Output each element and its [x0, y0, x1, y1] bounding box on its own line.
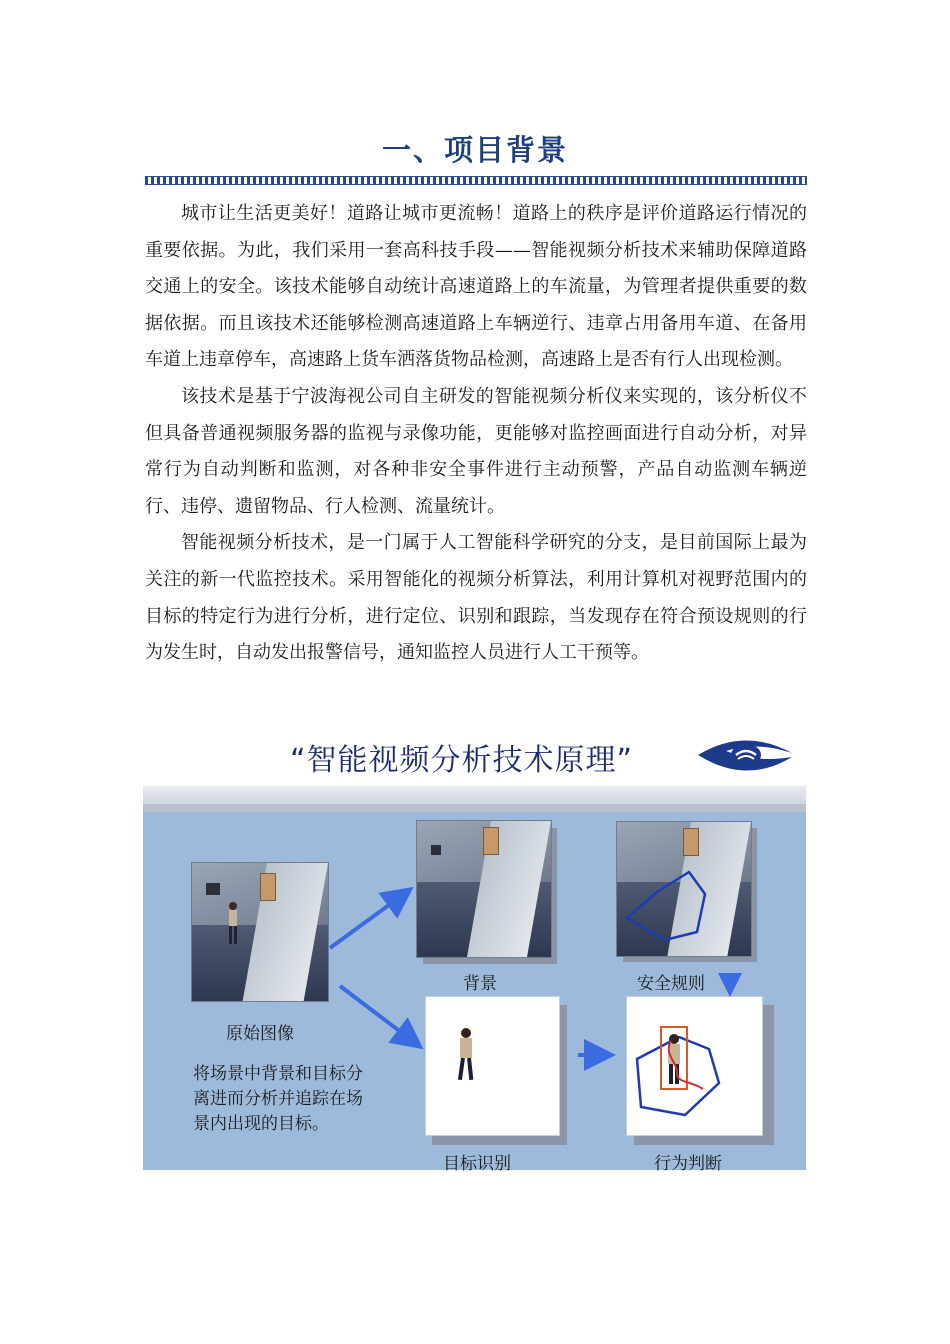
page-title: 一、项目背景	[381, 133, 568, 167]
caption-rule: 安全规则	[637, 974, 705, 994]
arrow-to-background	[330, 894, 404, 948]
arrow-to-target	[340, 986, 414, 1042]
caption-target: 目标识别	[443, 1154, 511, 1174]
figure-title: “智能视频分析技术原理”	[290, 743, 634, 778]
caption-original: 原始图像	[226, 1024, 294, 1044]
paragraph-2: 该技术是基于宁波海视公司自主研发的智能视频分析仪来实现的，该分析仪不但具备普通视频服务器的监视与录像功能，更能够对监控画面进行自动分析，对异常行为自动判断和监测，对各种非安全事件进行主动预警，产品自动监测车辆逆行、违停、遗留物品、行人检测、流量统计。	[145, 385, 807, 517]
paragraph-3: 智能视频分析技术，是一门属于人工智能科学研究的分支，是目前国际上最为关注的新一代监控技术。采用智能化的视频分析算法，利用计算机对视野范围内的目标的特定行为进行分析，进行定位、识别和跟踪，当发现存在符合预设规则的行为发生时，自动发出报警信号，通知监控人员进行人工干预等。	[145, 532, 807, 664]
caption-background: 背景	[463, 974, 497, 994]
figure-note: 将场景中背景和目标分离进而分析并追踪在场景内出现的目标。	[193, 1064, 363, 1134]
paragraph-1: 城市让生活更美好！道路让城市更流畅！道路上的秩序是评价道路运行情况的重要依据。为此，我们采用一套高科技手段——智能视频分析技术来辅助保障道路交通上的安全。该技术能够自动统计高速道路上的车流量，为管理者提供重要的数据依据。而且该技术还能够检测高速道路上车辆逆行、违章占用备用车道、在备用车道上违章停车，高速路上货车洒落货物品检测，高速路上是否有行人出现检测。	[145, 203, 807, 371]
caption-judge: 行为判断	[654, 1154, 722, 1174]
